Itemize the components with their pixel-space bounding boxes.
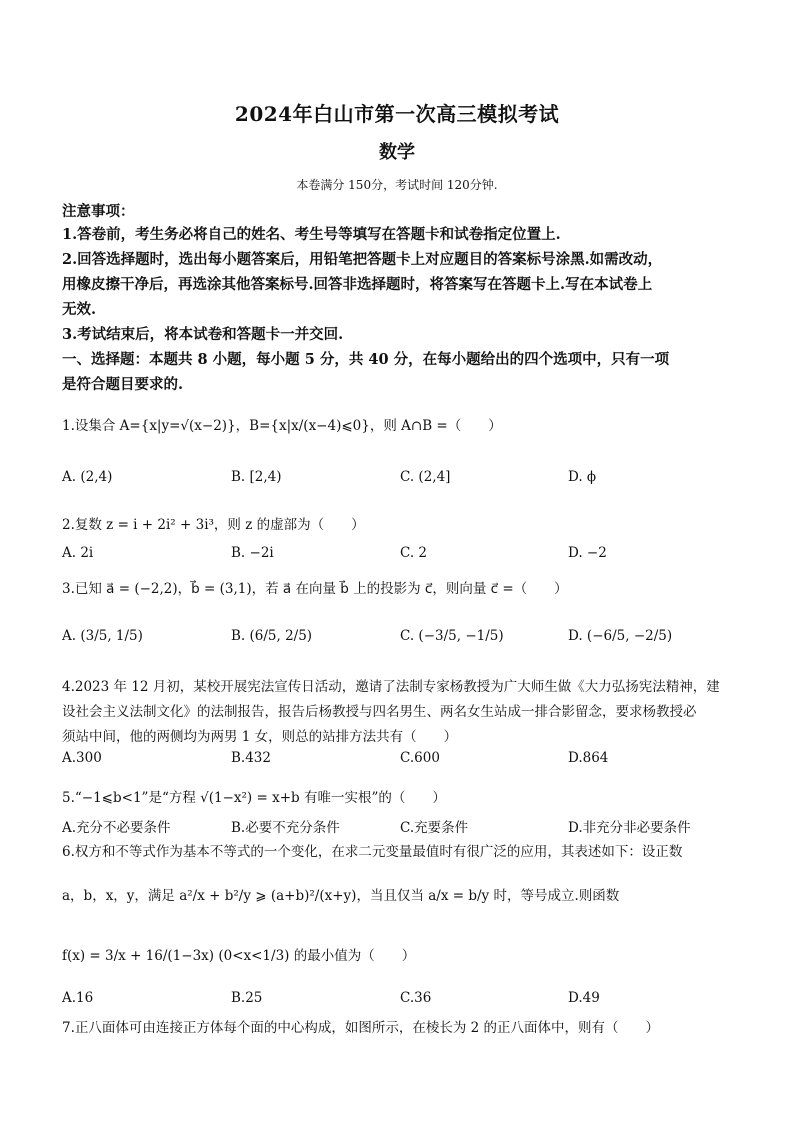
question-4-line-2: 设社会主义法制文化》的法制报告，报告后杨教授与四名男生、两名女生站成一排合影留念，要求杨教授必	[62, 704, 697, 720]
question-4-line-3: 须站中间，他的两侧均为两男 1 女，则总的站排方法共有（ ）	[62, 729, 458, 745]
notes-heading: 注意事项：	[62, 203, 135, 220]
q1-option-c: C. (2,4]	[400, 469, 451, 485]
question-4-line-1: 4.2023 年 12 月初，某校开展宪法宣传日活动，邀请了法制专家杨教授为广大师生做《大力弘扬宪法精神，建	[62, 679, 720, 695]
note-3: 3.考试结束后，将本试卷和答题卡一并交回.	[62, 326, 344, 343]
note-2-line-3: 无效.	[62, 301, 97, 318]
exam-title: 2024年白山市第一次高三模拟考试	[234, 102, 560, 126]
subject-title: 数学	[379, 142, 415, 163]
question-7-stem: 7.正八面体可由连接正方体每个面的中心构成，如图所示，在棱长为 2 的正八面体中，则有（ ）	[62, 1020, 660, 1036]
q2-option-b: B. −2i	[231, 545, 274, 561]
q4-option-b: B.432	[231, 750, 271, 766]
question-6-line-2: a，b，x，y，满足 a²/x + b²/y ⩾ (a+b)²/(x+y)，当且仅当 a/x = b/y 时，等号成立.则函数	[62, 888, 620, 904]
q1-option-b: B. [2,4)	[231, 469, 282, 485]
q3-option-d: D. (−6/5, −2/5)	[568, 628, 673, 644]
q6-option-a: A.16	[62, 990, 94, 1006]
q3-option-a: A. (3/5, 1/5)	[62, 628, 143, 644]
question-2-stem: 2.复数 z = i + 2i² + 3i³，则 z 的虚部为（ ）	[62, 517, 365, 533]
question-5-stem: 5.“−1⩽b<1”是“方程 √(1−x²) = x+b 有唯一实根”的（ ）	[62, 790, 446, 806]
q6-option-b: B.25	[231, 990, 263, 1006]
question-3-stem: 3.已知 a⃗ = (−2,2)，b⃗ = (3,1)，若 a⃗ 在向量 b⃗ 上的投影为 c⃗，则向量 c⃗ =（ ）	[62, 581, 568, 597]
q2-option-d: D. −2	[568, 545, 607, 561]
section-1-line-2: 是符合题目要求的.	[62, 376, 184, 393]
q4-option-a: A.300	[62, 750, 102, 766]
q2-option-a: A. 2i	[62, 545, 94, 561]
question-6-line-3: f(x) = 3/x + 16/(1−3x) (0<x<1/3) 的最小值为（ ）	[62, 948, 416, 964]
q4-option-c: C.600	[400, 750, 440, 766]
q3-option-c: C. (−3/5, −1/5)	[400, 628, 504, 644]
q1-option-a: A. (2,4)	[62, 469, 113, 485]
section-1-line-1: 一、选择题：本题共 8 小题，每小题 5 分，共 40 分，在每小题给出的四个选项中，只有一项	[62, 351, 670, 368]
q5-option-c: C.充要条件	[400, 820, 469, 836]
q6-option-c: C.36	[400, 990, 432, 1006]
question-1-stem: 1.设集合 A={x|y=√(x−2)}，B={x|x/(x−4)⩽0}，则 A∩B =（ ）	[62, 418, 502, 434]
note-2-line-1: 2.回答选择题时，选出每小题答案后，用铅笔把答题卡上对应题目的答案标号涂黑.如需改动，	[62, 251, 663, 268]
q1-option-d: D. ϕ	[568, 469, 597, 485]
q6-option-d: D.49	[568, 990, 600, 1006]
q5-option-a: A.充分不必要条件	[62, 820, 171, 836]
q5-option-b: B.必要不充分条件	[231, 820, 340, 836]
q4-option-d: D.864	[568, 750, 609, 766]
exam-info: 本卷满分 150分，考试时间 120分钟.	[296, 178, 498, 192]
question-6-line-1: 6.权方和不等式作为基本不等式的一个变化，在求二元变量最值时有很广泛的应用，其表述如下：设正数	[62, 844, 683, 860]
q2-option-c: C. 2	[400, 545, 428, 561]
q3-option-b: B. (6/5, 2/5)	[231, 628, 313, 644]
note-2-line-2: 用橡皮擦干净后，再选涂其他答案标号.回答非选择题时，将答案写在答题卡上.写在本试卷上	[62, 276, 653, 293]
q5-option-d: D.非充分非必要条件	[568, 820, 691, 836]
note-1: 1.答卷前，考生务必将自己的姓名、考生号等填写在答题卡和试卷指定位置上.	[62, 226, 561, 243]
